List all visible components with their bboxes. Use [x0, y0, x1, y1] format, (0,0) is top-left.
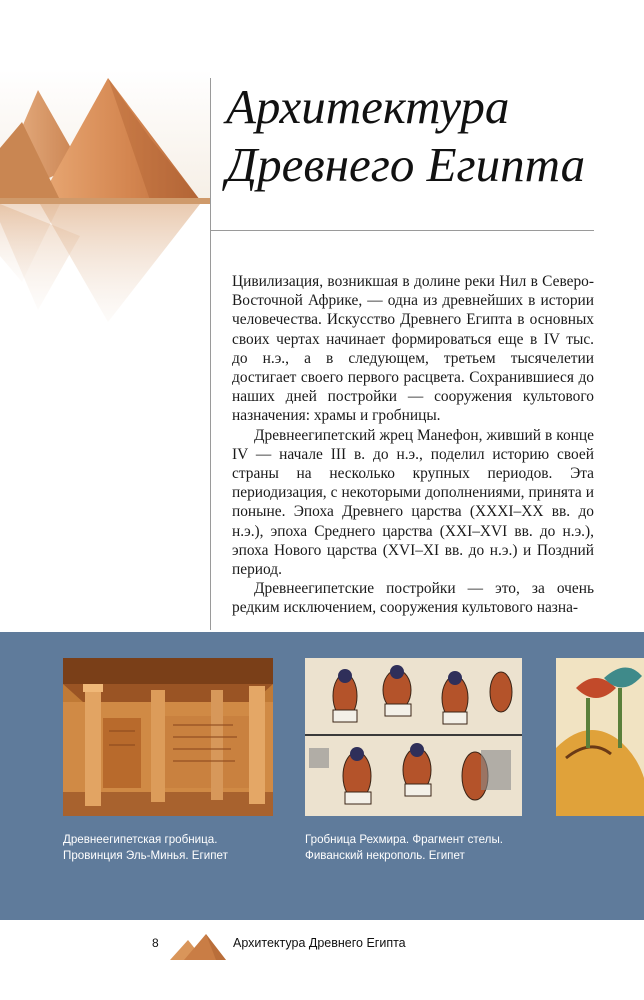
- tomb-photo: [63, 658, 273, 816]
- caption-stele-line-1: Гробница Рехмира. Фрагмент стелы.: [305, 833, 503, 846]
- caption-stele: [305, 832, 503, 864]
- pyramid-icon: [170, 930, 226, 960]
- title-line-2: Древнего Египта: [226, 137, 586, 192]
- paragraph-3: Древнеегипетские постройки — это, за очень редким исключением, сооружения культового назна-: [232, 580, 594, 617]
- caption-tomb: [63, 832, 228, 864]
- paragraph-1: Цивилизация, возникшая в долине реки Нил в Северо-Восточной Африке, — одна из древнейших в истории человечества. Искусство Древнего Египта в основных своих чертах начинает формироваться еще в IV тыс. до н.э., а в следующем, третьем тысячелетии достигает своего первого расцвета. Сохранившиеся до наших дней постройки — сооружения культового назначения: храмы и гробницы.: [232, 273, 594, 425]
- caption-tomb-line-1: Древнеегипетская гробница.: [63, 833, 218, 846]
- body-text: [232, 272, 594, 618]
- horizontal-rule: [210, 230, 594, 231]
- caption-stele-line-2: Фиванский некрополь. Египет: [305, 849, 465, 862]
- caption-tomb-line-2: Провинция Эль-Минья. Египет: [63, 849, 228, 862]
- vertical-rule: [210, 78, 211, 630]
- paragraph-2: Древнеегипетский жрец Манефон, живший в конце IV — начале III в. до н.э., поделил историю своей страны на несколько крупных периодов. Эта периодизация, с некоторыми дополнениями, принята и поныне. Эпоха Древнего царства (XXXI–XX вв. до н.э.), эпоха Среднего царства (XXI–XVI вв. до н.э.), эпоха Нового царства (XVI–XI вв. до н.э.) и Поздний период.: [232, 426, 594, 579]
- page-title: [226, 78, 626, 194]
- running-title: Архитектура Древнего Египта: [233, 936, 406, 950]
- title-line-1: Архитектура: [226, 79, 510, 134]
- painting-photo: [556, 658, 644, 816]
- page-number: 8: [152, 936, 159, 950]
- pyramids-image: [0, 60, 210, 360]
- stele-photo: [305, 658, 522, 816]
